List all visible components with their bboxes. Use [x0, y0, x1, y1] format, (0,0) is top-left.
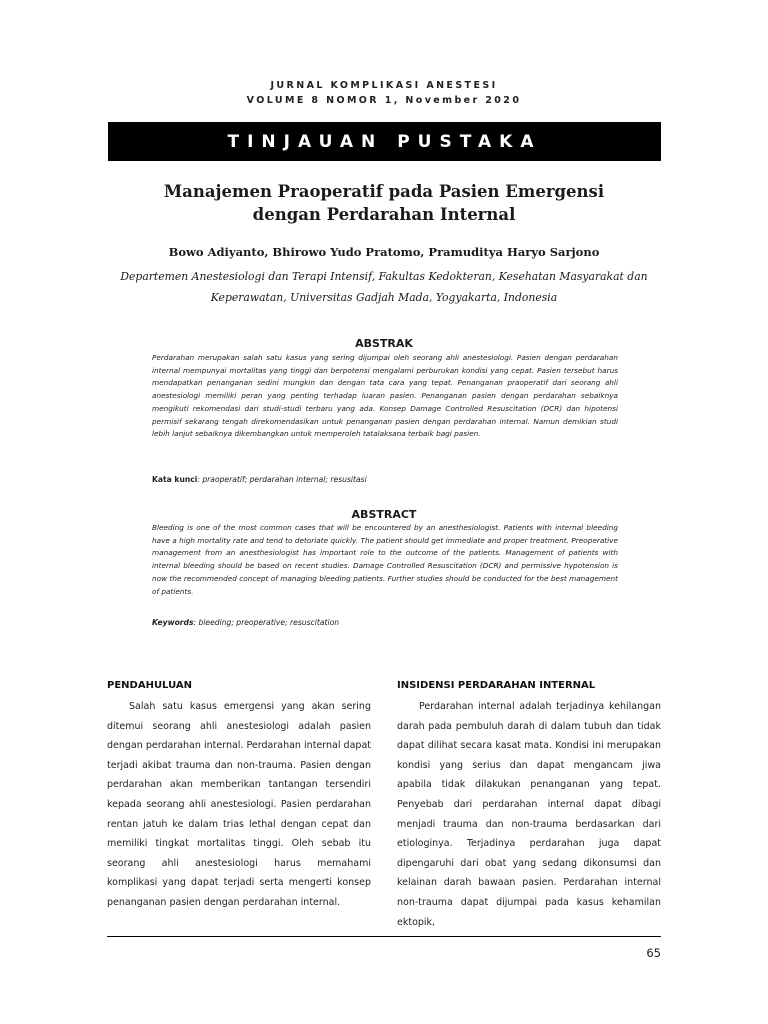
- article-affiliation: Departemen Anestesiologi dan Terapi Intensif, Fakultas Kedokteran, Kesehatan Masyarakat dan Keperawatan, Universitas Gadjah Mada, Yogyakarta, Indonesia: [120, 270, 648, 304]
- column-right: [397, 679, 661, 932]
- abstract-keywords-value: : bleeding; preoperative; resuscitation: [193, 618, 340, 627]
- journal-volume: VOLUME 8 NOMOR 1, November 2020: [246, 95, 522, 106]
- column-left: [107, 679, 371, 913]
- abstrak-body: Perdarahan merupakan salah satu kasus yang sering dijumpai oleh seorang ahli anestesiologi. Pasien dengan perdarahan internal mempunyai mortalitas yang tinggi dan berpotensi mengalami perburukan kondisi yang cepat. Pasien tersebut harus mendapatkan penanganan sedini mungkin dan dengan tata cara yang tepat. Penanganan praoperatif dari seorang ahli anestesiologi memiliki peran yang penting terhadap luaran pasien. Penanganan pasien dengan perdarahan sebaiknya mengikuti rekomendasi dari studi-studi terbaru yang ada. Konsep Damage Controlled Resuscitation (DCR) dan hipotensi permisif sekarang tengah direkomendasikan untuk penanganan pasien dengan perdarahan internal. Namun demikian studi lebih lanjut sebaiknya dikembangkan untuk memperoleh tatalaksana terbaik bagi pasien.: [152, 353, 618, 439]
- abstrak-heading: ABSTRAK: [355, 337, 413, 350]
- article-title-line1: Manajemen Praoperatif pada Pasien Emergensi: [163, 182, 605, 201]
- abstrak-keywords: [152, 475, 618, 484]
- insidensi-heading: INSIDENSI PERDARAHAN INTERNAL: [397, 680, 596, 691]
- section-banner: TINJAUAN PUSTAKA: [108, 122, 661, 161]
- article-authors: Bowo Adiyanto, Bhirowo Yudo Pratomo, Pramuditya Haryo Sarjono: [168, 245, 600, 259]
- abstract-body: Bleeding is one of the most common cases that will be encountered by an anesthesiologist. Patients with internal bleeding have a high mortality rate and tend to detoriate quickly. The patient should get immediate and proper treatment. Preoperative management from an anesthesiologist has important role to the outcome of the patients. Management of patients with internal bleeding should be based on recent studies. Damage Controlled Resuscitation (DCR) and permissive hypotension is now the recommended concept of managing bleeding patients. Further studies should be conducted for the best management of patients.: [152, 523, 618, 596]
- abstract-heading: ABSTRACT: [351, 508, 417, 521]
- article-title-line2: dengan Perdarahan Internal: [252, 205, 516, 224]
- pendahuluan-text: Salah satu kasus emergensi yang akan sering ditemui seorang ahli anestesiologi adalah pasien dengan perdarahan internal. Perdarahan internal dapat terjadi akibat trauma dan non-trauma. Pasien dengan perdarahan akan memberikan tantangan tersendiri kepada seorang ahli anestesiologi. Pasien perdarahan rentan jatuh ke dalam trias lethal dengan cepat dan memiliki tingkat mortalitas tinggi. Oleh sebab itu seorang ahli anestesiologi harus memahami komplikasi yang dapat terjadi serta mengerti konsep penanganan pasien dengan perdarahan internal.: [107, 701, 371, 908]
- abstract-keywords: [152, 618, 618, 627]
- pendahuluan-heading: PENDAHULUAN: [107, 680, 192, 691]
- journal-header: [0, 78, 768, 108]
- page-number: 65: [646, 946, 661, 960]
- journal-name: JURNAL KOMPLIKASI ANESTESI: [270, 80, 498, 91]
- abstrak-keywords-value: : praoperatif; perdarahan internal; resusitasi: [197, 475, 367, 484]
- insidensi-text: Perdarahan internal adalah terjadinya kehilangan darah pada pembuluh darah di dalam tubuh dan tidak dapat dilihat secara kasat mata. Kondisi ini merupakan kondisi yang serius dan dapat mengancam jiwa apabila tidak dilakukan penanganan yang tepat. Penyebab dari perdarahan internal dapat dibagi menjadi trauma dan non-trauma berdasarkan dari etiologinya. Terjadinya perdarahan juga dapat dipengaruhi dari obat yang sedang dikonsumsi dan kelainan darah bawaan pasien. Perdarahan internal non-trauma dapat dijumpai pada kasus kehamilan ektopik,: [397, 701, 661, 928]
- article-title: [0, 180, 768, 226]
- abstract-keywords-label: Keywords: [152, 618, 194, 627]
- footer-rule: [107, 936, 661, 937]
- abstrak-keywords-label: Kata kunci: [152, 475, 198, 484]
